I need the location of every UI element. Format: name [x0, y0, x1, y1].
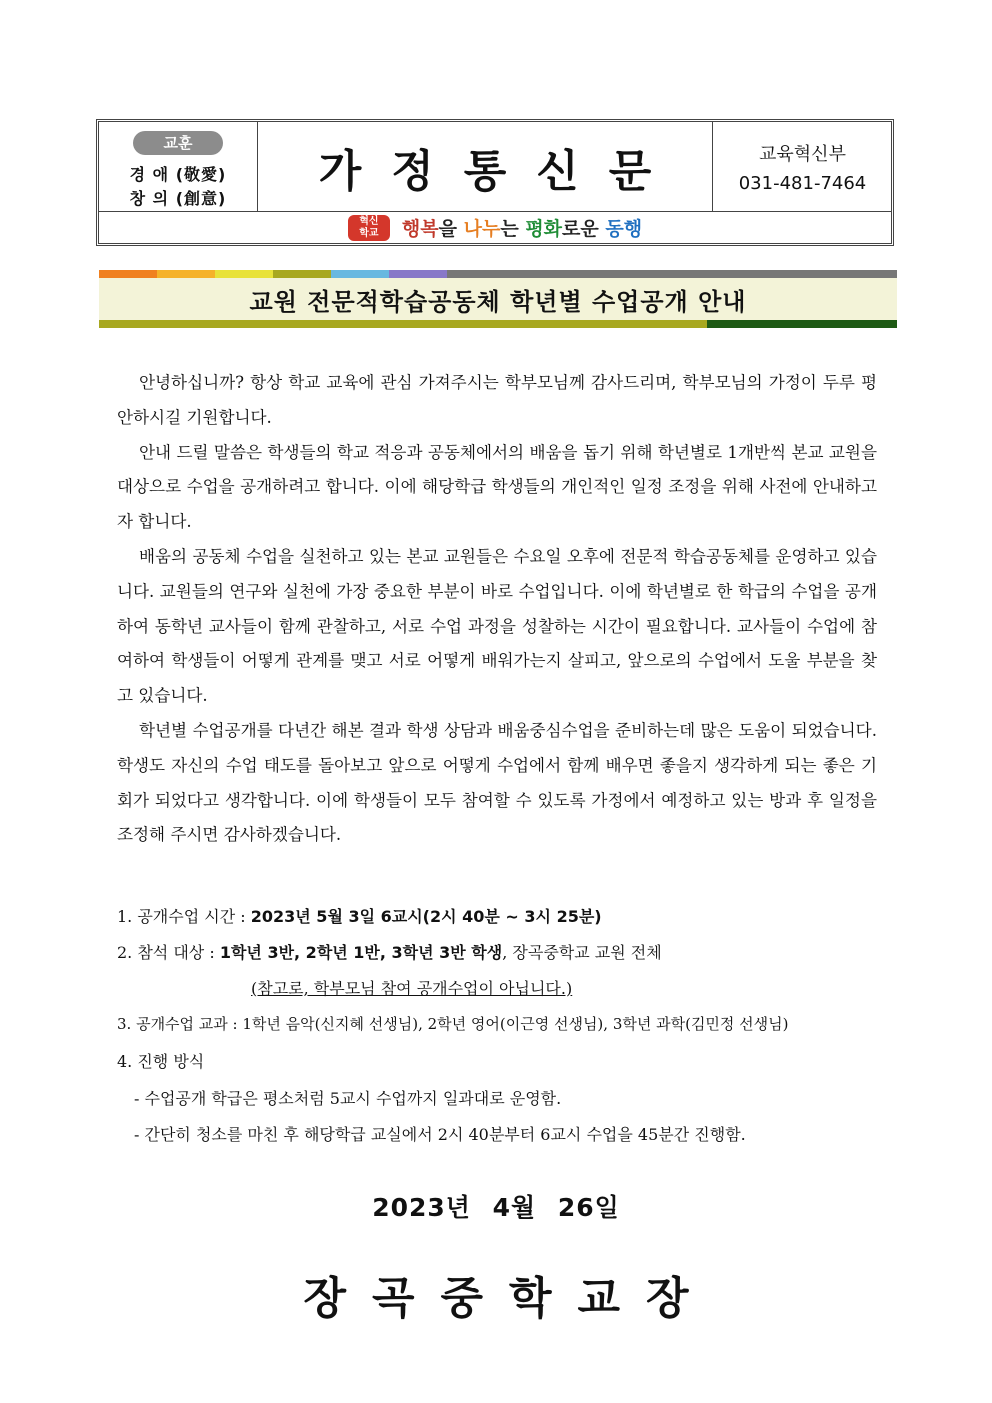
color-stripe-bottom	[99, 320, 897, 328]
paragraph: 안녕하십니까? 항상 학교 교육에 관심 가져주시는 학부모님께 감사드리며, 학부모님의 가정이 두루 평안하시길 기원합니다.	[117, 373, 877, 427]
innovation-school-stamp	[348, 215, 390, 241]
detail-attendees	[117, 940, 662, 963]
slogan-part: 행복	[401, 218, 439, 240]
stripe-segment	[389, 270, 447, 278]
detail-method-item: - 수업공개 학급은 평소처럼 5교시 수업까지 일과대로 운영함.	[134, 1089, 562, 1108]
stripe-segment	[99, 270, 157, 278]
stamp-line-2: 학교	[359, 227, 379, 239]
detail-value: 2023년 5월 3일 6교시(2시 40분 ~ 3시 25분)	[250, 907, 602, 926]
stripe-segment	[447, 270, 897, 278]
slogan-part: 평화	[525, 218, 563, 240]
detail-note: (참고로, 학부모님 참여 공개수업이 아닙니다.)	[251, 979, 573, 998]
stripe-segment	[157, 270, 215, 278]
notice-title: 교원 전문적학습공동체 학년별 수업공개 안내	[99, 278, 897, 320]
issue-date: 2023년 4월 26일	[372, 1193, 620, 1222]
header-top-row	[99, 122, 891, 212]
paragraph: 안내 드릴 말씀은 학생들의 학교 적응과 공동체에서의 배움을 돕기 위해 학년별로 1개반씩 본교 교원을 대상으로 수업을 공개하려고 합니다. 이에 해당학급 학생들의 개인적인 일정 조정을 위해 사전에 안내하고자 합니다.	[117, 442, 877, 532]
detail-subjects: 3. 공개수업 교과 : 1학년 음악(신지혜 선생님), 2학년 영어(이근영 선생님), 3학년 과학(김민정 선생님)	[117, 1015, 789, 1033]
stripe-segment	[215, 270, 273, 278]
slogan-part: 는	[500, 218, 526, 240]
color-stripe-top	[99, 270, 897, 278]
paragraph: 학년별 수업공개를 다년간 해본 결과 학생 상담과 배움중심수업을 준비하는데 많은 도움이 되었습니다. 학생도 자신의 수업 태도를 돌아보고 앞으로 어떻게 수업에서 함께 배우면 좋을지 생각하게 되는 좋은 기회가 되었다고 생각합니다. 이에 학생들이 모두 참여할 수 있도록 가정에서 예정하고 있는 방과 후 일정을 조정해 주시면 감사하겠습니다.	[117, 720, 877, 845]
slogan	[402, 214, 642, 241]
slogan-part: 을	[438, 218, 464, 240]
detail-label: 1. 공개수업 시간 :	[117, 907, 251, 926]
detail-time	[117, 904, 602, 927]
letter-body	[117, 366, 877, 853]
paragraph: 배움의 공동체 수업을 실천하고 있는 본교 교원들은 수요일 오후에 전문적 학습공동체를 운영하고 있습니다. 교원들의 연구와 실천에 가장 중요한 부분이 바로 수업입니다. 이에 학년별로 한 학급의 수업을 공개하여 동학년 교사들이 함께 관찰하고, 서로 수업 과정을 성찰하는 시간이 필요합니다. 교사들이 수업에 참여하여 학생들이 어떻게 관계를 맺고 서로 어떻게 배워가는지 살피고, 앞으로의 수업에서 도울 부분을 찾고 있습니다.	[117, 546, 877, 706]
newsletter-header	[96, 119, 894, 246]
slogan-part: 나누	[463, 218, 501, 240]
motto-line-1: 경 애 (敬愛)	[129, 165, 227, 184]
slogan-part: 동행	[605, 218, 643, 240]
slogan-row	[99, 212, 891, 243]
detail-label: 2. 참석 대상 :	[117, 943, 220, 962]
detail-rest: , 장곡중학교 교원 전체	[502, 943, 662, 962]
department-info	[714, 122, 891, 211]
motto-badge: 교훈	[133, 131, 223, 155]
stamp-line-1: 혁신	[359, 215, 379, 227]
detail-method-heading: 4. 진행 방식	[117, 1052, 205, 1071]
school-motto	[99, 122, 258, 211]
principal-signature: 장곡중학교장	[303, 1273, 715, 1324]
slogan-part: 로운	[562, 218, 606, 240]
stripe-segment	[99, 320, 707, 328]
department-phone: 031-481-7464	[738, 173, 867, 194]
detail-value: 1학년 3반, 2학년 1반, 3학년 3반 학생	[219, 943, 503, 962]
motto-line-2: 창 의 (創意)	[129, 189, 227, 208]
department-name: 교육혁신부	[759, 144, 846, 165]
stripe-segment	[273, 270, 331, 278]
detail-method-item: - 간단히 청소를 마친 후 해당학급 교실에서 2시 40분부터 6교시 수업을 45분간 진행함.	[134, 1125, 746, 1144]
newsletter-title: 가정통신문	[258, 122, 713, 211]
stripe-segment	[707, 320, 897, 328]
stripe-segment	[331, 270, 389, 278]
